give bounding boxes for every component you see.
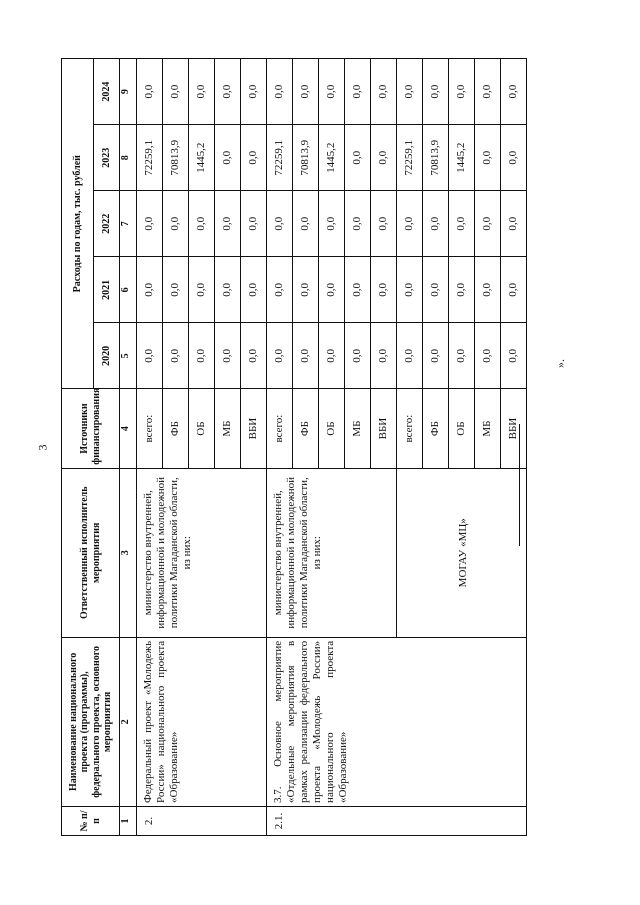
value-cell: 0,0 — [345, 59, 371, 125]
value-cell: 0,0 — [345, 125, 371, 191]
value-cell: 1445,2 — [319, 125, 345, 191]
value-cell: 0,0 — [475, 323, 501, 389]
funding-source: ВБИ — [371, 389, 397, 468]
value-cell: 0,0 — [397, 59, 423, 125]
header-expenses: Расходы по годам, тыс. рублей — [62, 59, 94, 389]
value-cell: 0,0 — [215, 125, 241, 191]
value-cell: 0,0 — [501, 257, 527, 323]
value-cell: 0,0 — [501, 323, 527, 389]
value-cell: 0,0 — [319, 59, 345, 125]
section-name: Федеральный проект «Молодежь России» национального проекта «Образование» — [137, 637, 267, 806]
value-cell: 0,0 — [501, 59, 527, 125]
responsible-executor: министерство внутренней, информационной и молодежной политики Магаданской области, из них: — [267, 468, 397, 637]
value-cell: 0,0 — [137, 323, 163, 389]
value-cell: 0,0 — [449, 59, 475, 125]
value-cell: 0,0 — [163, 257, 189, 323]
value-cell: 0,0 — [345, 323, 371, 389]
column-index: 9 — [120, 59, 137, 125]
value-cell: 0,0 — [163, 191, 189, 257]
funding-source: ОБ — [189, 389, 215, 468]
value-cell: 0,0 — [475, 257, 501, 323]
funding-source: МБ — [215, 389, 241, 468]
value-cell: 0,0 — [423, 191, 449, 257]
value-cell: 0,0 — [241, 191, 267, 257]
value-cell: 0,0 — [449, 257, 475, 323]
column-index-row — [120, 59, 137, 836]
value-cell: 0,0 — [371, 59, 397, 125]
value-cell: 0,0 — [267, 59, 293, 125]
value-cell: 0,0 — [293, 59, 319, 125]
value-cell: 0,0 — [163, 323, 189, 389]
value-cell: 0,0 — [215, 59, 241, 125]
value-cell: 0,0 — [241, 59, 267, 125]
value-cell: 0,0 — [293, 191, 319, 257]
value-cell: 0,0 — [293, 257, 319, 323]
funding-source: ФБ — [163, 389, 189, 468]
section-number: 2. — [137, 806, 267, 835]
column-index: 5 — [120, 323, 137, 389]
column-index: 4 — [120, 389, 137, 468]
header-year: 2023 — [94, 125, 120, 191]
value-cell: 0,0 — [475, 191, 501, 257]
value-cell: 0,0 — [137, 191, 163, 257]
value-cell: 0,0 — [293, 323, 319, 389]
column-index: 6 — [120, 257, 137, 323]
value-cell: 0,0 — [345, 257, 371, 323]
value-cell: 0,0 — [189, 323, 215, 389]
value-cell: 0,0 — [241, 125, 267, 191]
closing-line — [519, 424, 520, 546]
value-cell: 0,0 — [345, 191, 371, 257]
value-cell: 0,0 — [189, 257, 215, 323]
funding-source: всего: — [137, 389, 163, 468]
value-cell: 0,0 — [163, 59, 189, 125]
funding-source: МБ — [345, 389, 371, 468]
header-responsible: Ответственный исполнитель мероприятия — [62, 468, 120, 637]
responsible-executor: МОГАУ «МЦ» — [397, 468, 527, 637]
funding-source: ФБ — [423, 389, 449, 468]
value-cell: 0,0 — [397, 323, 423, 389]
value-cell: 72259,1 — [397, 125, 423, 191]
header-source: Источники финансирования — [62, 389, 120, 468]
header-name: Наименование национального проекта (программы), федерального проекта, основного мероприятия — [62, 637, 120, 806]
value-cell: 0,0 — [319, 323, 345, 389]
funding-source: МБ — [475, 389, 501, 468]
column-index: 3 — [120, 468, 137, 637]
header-year: 2022 — [94, 191, 120, 257]
value-cell: 0,0 — [137, 59, 163, 125]
section-number: 2.1. — [267, 806, 527, 835]
value-cell: 0,0 — [241, 323, 267, 389]
value-cell: 0,0 — [371, 191, 397, 257]
value-cell: 0,0 — [475, 59, 501, 125]
column-index: 2 — [120, 637, 137, 806]
value-cell: 70813,9 — [163, 125, 189, 191]
column-index: 8 — [120, 125, 137, 191]
rotated-sheet — [61, 58, 589, 836]
table-row — [137, 59, 163, 836]
section-name: 3.7. Основное мероприятие «Отдельные мероприятия в рамках реализации федерального проекта «Молодежь России» национального проекта «Образование» — [267, 637, 527, 806]
expenses-table — [61, 58, 527, 836]
value-cell: 0,0 — [137, 257, 163, 323]
value-cell: 0,0 — [501, 191, 527, 257]
table-row — [267, 59, 293, 836]
closing-mark: ». — [553, 359, 567, 368]
value-cell: 0,0 — [397, 257, 423, 323]
value-cell: 1445,2 — [449, 125, 475, 191]
value-cell: 72259,1 — [267, 125, 293, 191]
value-cell: 0,0 — [215, 191, 241, 257]
header-year: 2024 — [94, 59, 120, 125]
funding-source: ОБ — [319, 389, 345, 468]
value-cell: 0,0 — [449, 191, 475, 257]
value-cell: 70813,9 — [423, 125, 449, 191]
page-number: 3 — [35, 444, 50, 451]
value-cell: 70813,9 — [293, 125, 319, 191]
value-cell: 0,0 — [371, 257, 397, 323]
header-year: 2020 — [94, 323, 120, 389]
value-cell: 0,0 — [189, 59, 215, 125]
value-cell: 0,0 — [319, 257, 345, 323]
responsible-executor: министерство внутренней, информационной и молодежной политики Магаданской области, из них: — [137, 468, 267, 637]
value-cell: 0,0 — [241, 257, 267, 323]
funding-source: ФБ — [293, 389, 319, 468]
value-cell: 0,0 — [501, 125, 527, 191]
funding-source: всего: — [397, 389, 423, 468]
value-cell: 0,0 — [267, 191, 293, 257]
value-cell: 0,0 — [423, 323, 449, 389]
value-cell: 0,0 — [475, 125, 501, 191]
value-cell: 0,0 — [319, 191, 345, 257]
value-cell: 72259,1 — [137, 125, 163, 191]
value-cell: 0,0 — [371, 323, 397, 389]
value-cell: 0,0 — [267, 257, 293, 323]
funding-source: ОБ — [449, 389, 475, 468]
funding-source: ВБИ — [241, 389, 267, 468]
value-cell: 0,0 — [189, 191, 215, 257]
header-year: 2021 — [94, 257, 120, 323]
value-cell: 0,0 — [397, 191, 423, 257]
value-cell: 0,0 — [423, 59, 449, 125]
value-cell: 0,0 — [215, 257, 241, 323]
value-cell: 0,0 — [449, 323, 475, 389]
value-cell: 0,0 — [267, 323, 293, 389]
value-cell: 0,0 — [371, 125, 397, 191]
value-cell: 1445,2 — [189, 125, 215, 191]
funding-source: всего: — [267, 389, 293, 468]
value-cell: 0,0 — [215, 323, 241, 389]
header-no: № п/п — [62, 806, 120, 835]
column-index: 7 — [120, 191, 137, 257]
value-cell: 0,0 — [423, 257, 449, 323]
column-index: 1 — [120, 806, 137, 835]
funding-source: ВБИ — [501, 389, 527, 468]
